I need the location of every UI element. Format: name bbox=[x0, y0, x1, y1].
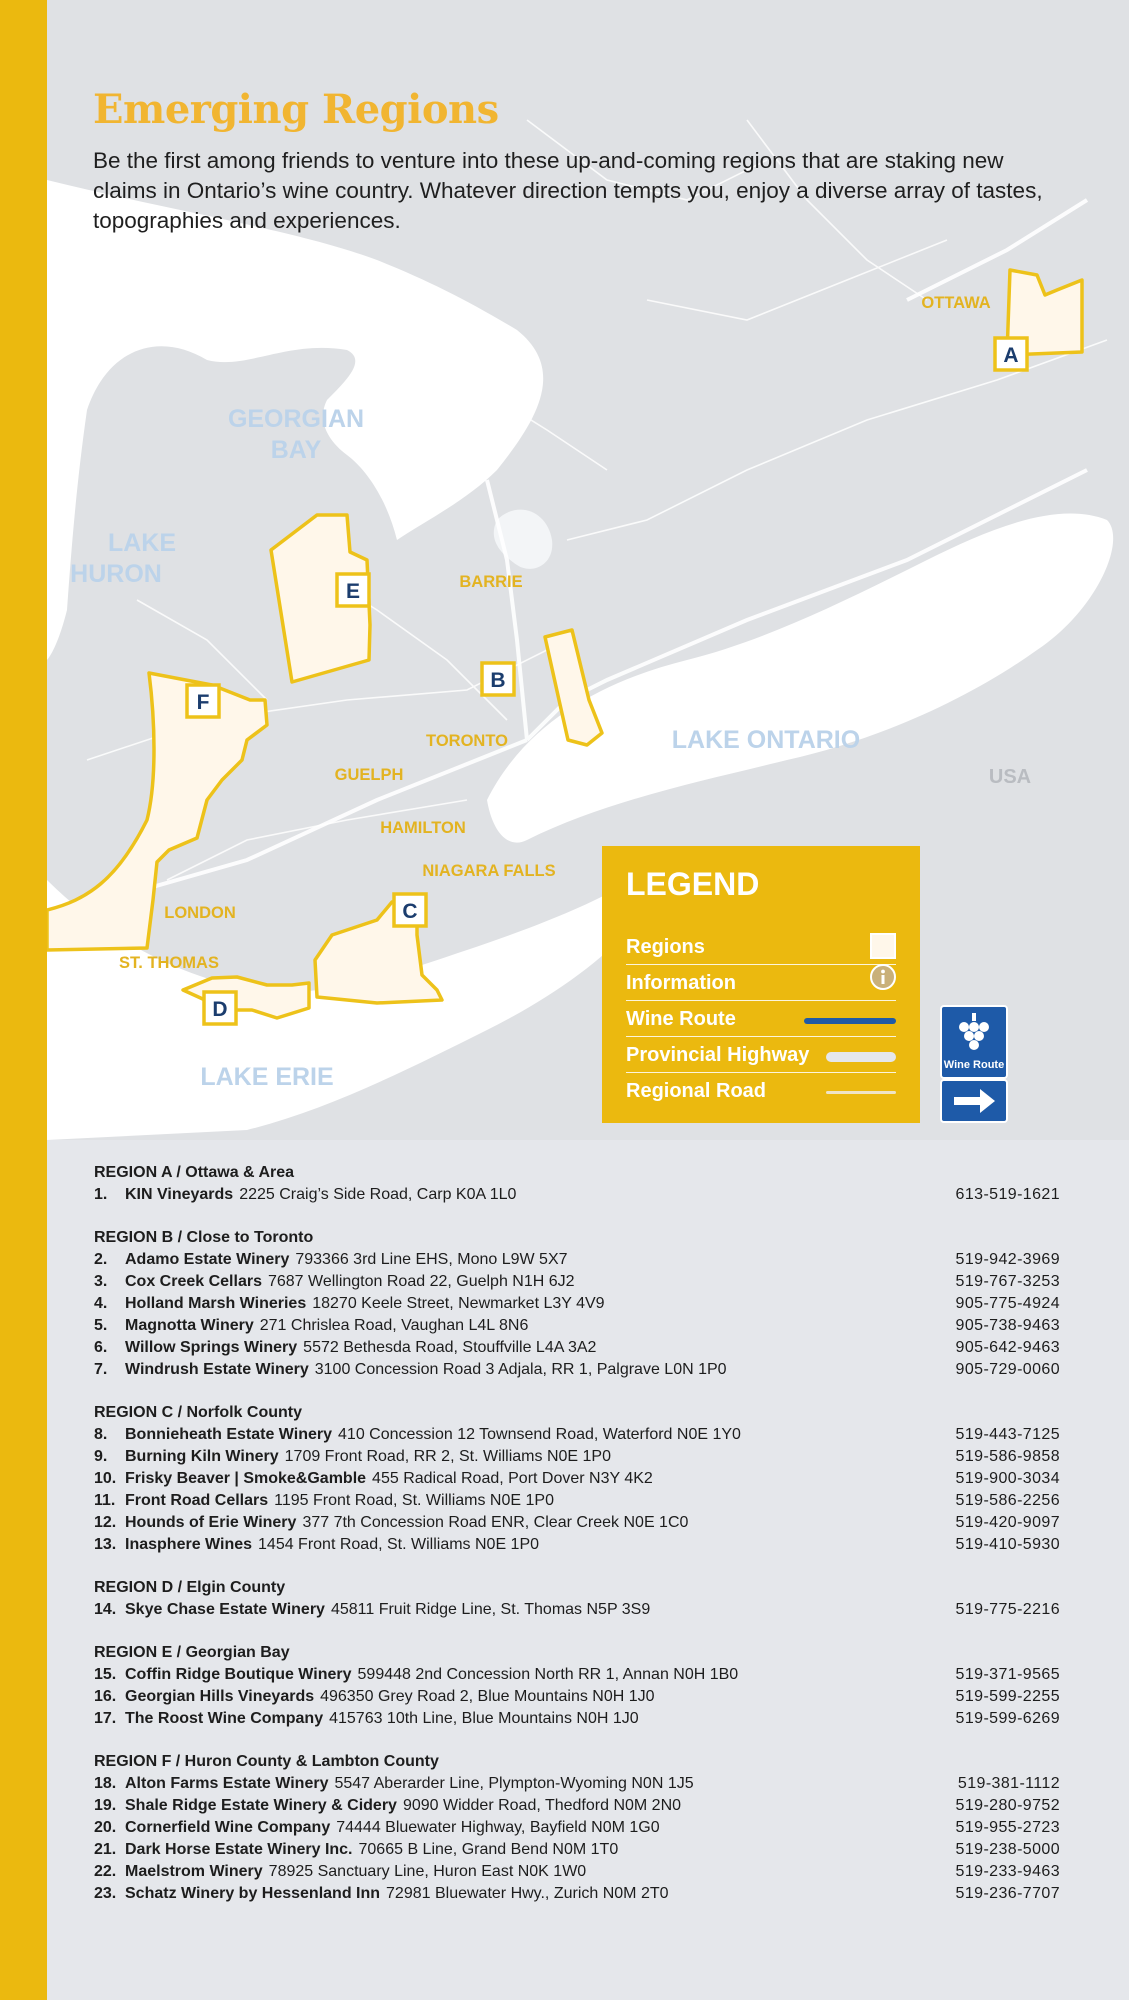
winery-name: Holland Marsh Wineries bbox=[125, 1295, 307, 1312]
winery-name: Alton Farms Estate Winery bbox=[125, 1775, 329, 1792]
winery-name: Skye Chase Estate Winery bbox=[125, 1601, 325, 1618]
legend-label-regions: Regions bbox=[626, 936, 705, 958]
lake-huron-label: LAKE bbox=[107, 529, 177, 557]
winery-phone[interactable]: 519-586-2256 bbox=[955, 1492, 1060, 1509]
winery-phone[interactable]: 519-280-9752 bbox=[955, 1797, 1060, 1814]
region-marker-a-label: A bbox=[1003, 344, 1019, 367]
winery-address: 793366 3rd Line EHS, Mono L9W 5X7 bbox=[295, 1251, 568, 1268]
winery-name: Front Road Cellars bbox=[125, 1492, 269, 1509]
region-block bbox=[94, 1577, 1060, 1621]
winery-row bbox=[94, 1249, 1060, 1271]
winery-listing bbox=[94, 1162, 1060, 1926]
winery-name: Frisky Beaver | Smoke&Gamble bbox=[125, 1470, 367, 1487]
winery-address: 9090 Widder Road, Thedford N0M 2N0 bbox=[402, 1797, 682, 1814]
winery-row bbox=[94, 1293, 1060, 1315]
winery-row bbox=[94, 1468, 1060, 1490]
winery-address: 2225 Craig’s Side Road, Carp K0A 1L0 bbox=[239, 1186, 517, 1203]
winery-row bbox=[94, 1271, 1060, 1293]
winery-row bbox=[94, 1184, 1060, 1206]
accent-sidebar bbox=[0, 0, 47, 2000]
legend-row-wine-route bbox=[626, 1000, 896, 1037]
winery-number: 1. bbox=[94, 1186, 108, 1203]
winery-number: 10. bbox=[94, 1470, 117, 1487]
legend-row-regions bbox=[626, 928, 896, 965]
winery-phone[interactable]: 905-738-9463 bbox=[955, 1317, 1060, 1334]
city-ottawa: OTTAWA bbox=[921, 294, 991, 312]
winery-row bbox=[94, 1795, 1060, 1817]
georgian-bay-label-2: BAY bbox=[270, 436, 322, 464]
winery-number: 5. bbox=[94, 1317, 108, 1334]
intro-paragraph: Be the first among friends to venture into these up-and-coming regions that are staking new claims in Ontario’s wine country. Whatever direction tempts you, enjoy a diverse array of tastes, topographies and experiences. bbox=[93, 148, 1043, 233]
winery-name: Bonnieheath Estate Winery bbox=[125, 1426, 333, 1443]
region-marker-a[interactable] bbox=[995, 338, 1027, 370]
winery-row bbox=[94, 1686, 1060, 1708]
winery-address: 1195 Front Road, St. Williams N0E 1P0 bbox=[274, 1492, 554, 1509]
region-block bbox=[94, 1402, 1060, 1556]
wine-route-line-icon bbox=[804, 1018, 896, 1024]
winery-row bbox=[94, 1708, 1060, 1730]
winery-phone[interactable]: 519-233-9463 bbox=[955, 1863, 1060, 1880]
city-guelph: GUELPH bbox=[334, 766, 404, 784]
winery-row bbox=[94, 1599, 1060, 1621]
legend-row-provincial-highway bbox=[626, 1036, 896, 1073]
city-niagara-falls: NIAGARA FALLS bbox=[422, 862, 556, 880]
winery-address: 5547 Aberarder Line, Plympton-Wyoming N0N 1J5 bbox=[334, 1775, 694, 1792]
winery-address: 496350 Grey Road 2, Blue Mountains N0H 1J0 bbox=[320, 1688, 655, 1705]
winery-number: 21. bbox=[94, 1841, 117, 1858]
winery-address: 18270 Keele Street, Newmarket L3Y 4V9 bbox=[312, 1295, 605, 1312]
highway-line-icon bbox=[826, 1052, 896, 1062]
page-title: Emerging Regions bbox=[93, 86, 499, 133]
city-london: LONDON bbox=[164, 904, 236, 922]
winery-address: 455 Radical Road, Port Dover N3Y 4K2 bbox=[372, 1470, 653, 1487]
winery-name: Georgian Hills Vineyards bbox=[125, 1688, 315, 1705]
winery-phone[interactable]: 519-599-2255 bbox=[955, 1688, 1060, 1705]
winery-phone[interactable]: 905-642-9463 bbox=[955, 1339, 1060, 1356]
region-title: REGION A / Ottawa & Area bbox=[94, 1164, 295, 1181]
region-block bbox=[94, 1751, 1060, 1905]
regional-road-line-icon bbox=[826, 1091, 896, 1094]
region-marker-f[interactable] bbox=[187, 685, 219, 717]
winery-number: 7. bbox=[94, 1361, 108, 1378]
city-st-thomas: ST. THOMAS bbox=[119, 954, 219, 972]
winery-row bbox=[94, 1359, 1060, 1381]
winery-phone[interactable]: 519-775-2216 bbox=[955, 1601, 1060, 1618]
region-block bbox=[94, 1642, 1060, 1730]
winery-row bbox=[94, 1883, 1060, 1905]
region-block bbox=[94, 1227, 1060, 1381]
winery-address: 5572 Bethesda Road, Stouffville L4A 3A2 bbox=[303, 1339, 597, 1356]
winery-address: 74444 Bluewater Highway, Bayfield N0M 1G0 bbox=[336, 1819, 660, 1836]
lake-ontario-label: LAKE ONTARIO bbox=[671, 726, 861, 754]
winery-name: Maelstrom Winery bbox=[125, 1863, 263, 1880]
winery-phone[interactable]: 519-900-3034 bbox=[955, 1470, 1060, 1487]
winery-row bbox=[94, 1424, 1060, 1446]
winery-number: 19. bbox=[94, 1797, 117, 1814]
winery-phone[interactable]: 519-942-3969 bbox=[955, 1251, 1060, 1268]
winery-phone[interactable]: 519-371-9565 bbox=[955, 1666, 1060, 1683]
region-swatch-icon bbox=[870, 933, 896, 959]
legend-label-information: Information bbox=[626, 972, 736, 994]
winery-number: 6. bbox=[94, 1339, 108, 1356]
lake-huron-label-2: HURON bbox=[70, 560, 162, 588]
region-title: REGION E / Georgian Bay bbox=[94, 1644, 290, 1661]
lake-erie-label: LAKE ERIE bbox=[200, 1063, 334, 1091]
winery-row bbox=[94, 1337, 1060, 1359]
winery-number: 15. bbox=[94, 1666, 117, 1683]
winery-phone[interactable]: 905-729-0060 bbox=[955, 1361, 1060, 1378]
winery-name: Cox Creek Cellars bbox=[125, 1273, 262, 1290]
region-marker-c[interactable] bbox=[394, 894, 426, 926]
region-block bbox=[94, 1162, 1060, 1206]
winery-row bbox=[94, 1773, 1060, 1795]
winery-number: 22. bbox=[94, 1863, 117, 1880]
winery-phone[interactable]: 519-599-6269 bbox=[955, 1710, 1060, 1727]
winery-number: 23. bbox=[94, 1885, 117, 1902]
winery-name: Willow Springs Winery bbox=[125, 1339, 298, 1356]
winery-row bbox=[94, 1534, 1060, 1556]
winery-number: 4. bbox=[94, 1295, 108, 1312]
region-marker-d-label: D bbox=[212, 998, 228, 1021]
winery-address: 70665 B Line, Grand Bend N0M 1T0 bbox=[358, 1841, 619, 1858]
winery-number: 16. bbox=[94, 1688, 117, 1705]
winery-number: 3. bbox=[94, 1273, 108, 1290]
winery-name: KIN Vineyards bbox=[125, 1186, 234, 1203]
region-marker-c-label: C bbox=[402, 900, 418, 923]
winery-name: Burning Kiln Winery bbox=[125, 1448, 279, 1465]
winery-number: 8. bbox=[94, 1426, 108, 1443]
region-marker-e-label: E bbox=[345, 580, 361, 603]
winery-address: 410 Concession 12 Townsend Road, Waterford N0E 1Y0 bbox=[338, 1426, 741, 1443]
winery-name: Magnotta Winery bbox=[125, 1317, 254, 1334]
city-barrie: BARRIE bbox=[459, 573, 523, 591]
winery-name: Cornerfield Wine Company bbox=[125, 1819, 331, 1836]
winery-phone[interactable]: 519-586-9858 bbox=[955, 1448, 1060, 1465]
legend-label-regional-road: Regional Road bbox=[626, 1080, 767, 1102]
winery-address: 271 Chrislea Road, Vaughan L4L 8N6 bbox=[259, 1317, 529, 1334]
winery-number: 20. bbox=[94, 1819, 117, 1836]
winery-number: 2. bbox=[94, 1251, 108, 1268]
map-legend bbox=[602, 846, 920, 1123]
winery-number: 17. bbox=[94, 1710, 117, 1727]
city-toronto: TORONTO bbox=[426, 732, 508, 750]
winery-address: 7687 Wellington Road 22, Guelph N1H 6J2 bbox=[267, 1273, 575, 1290]
winery-name: Windrush Estate Winery bbox=[125, 1361, 309, 1378]
region-marker-e[interactable] bbox=[337, 574, 369, 606]
winery-name: Schatz Winery by Hessenland Inn bbox=[125, 1885, 381, 1902]
winery-name: Adamo Estate Winery bbox=[125, 1251, 290, 1268]
winery-phone[interactable]: 519-381-1112 bbox=[957, 1775, 1060, 1792]
winery-address: 45811 Fruit Ridge Line, St. Thomas N5P 3S9 bbox=[330, 1601, 651, 1618]
winery-number: 11. bbox=[94, 1492, 116, 1509]
winery-phone[interactable]: 519-238-5000 bbox=[955, 1841, 1060, 1858]
usa-label: USA bbox=[988, 766, 1032, 788]
legend-label-wine-route: Wine Route bbox=[626, 1008, 736, 1030]
winery-row bbox=[94, 1512, 1060, 1534]
region-marker-b-label: B bbox=[490, 669, 506, 692]
winery-phone[interactable]: 519-443-7125 bbox=[955, 1426, 1060, 1443]
winery-number: 12. bbox=[94, 1514, 117, 1531]
winery-row bbox=[94, 1490, 1060, 1512]
region-title: REGION B / Close to Toronto bbox=[94, 1229, 314, 1246]
winery-phone[interactable]: 613-519-1621 bbox=[955, 1186, 1060, 1203]
winery-number: 13. bbox=[94, 1536, 117, 1553]
winery-name: Coffin Ridge Boutique Winery bbox=[125, 1666, 352, 1683]
winery-phone[interactable]: 519-955-2723 bbox=[955, 1819, 1060, 1836]
winery-address: 78925 Sanctuary Line, Huron East N0K 1W0 bbox=[268, 1863, 587, 1880]
winery-name: Inasphere Wines bbox=[125, 1536, 253, 1553]
wine-route-sign-label: Wine Route bbox=[943, 1059, 1005, 1071]
legend-row-information bbox=[626, 964, 896, 1001]
region-marker-b[interactable] bbox=[482, 663, 514, 695]
winery-address: 599448 2nd Concession North RR 1, Annan N0H 1B0 bbox=[357, 1666, 739, 1683]
winery-row bbox=[94, 1861, 1060, 1883]
winery-name: The Roost Wine Company bbox=[125, 1710, 324, 1727]
winery-row bbox=[94, 1315, 1060, 1337]
info-icon bbox=[870, 964, 896, 995]
region-title: REGION C / Norfolk County bbox=[94, 1404, 302, 1421]
winery-row bbox=[94, 1817, 1060, 1839]
legend-title: LEGEND bbox=[626, 866, 760, 902]
winery-row bbox=[94, 1446, 1060, 1468]
city-hamilton: HAMILTON bbox=[380, 819, 466, 837]
winery-phone[interactable]: 519-236-7707 bbox=[955, 1885, 1060, 1902]
winery-number: 18. bbox=[94, 1775, 117, 1792]
winery-phone[interactable]: 519-767-3253 bbox=[955, 1273, 1060, 1290]
region-title: REGION F / Huron County & Lambton County bbox=[94, 1753, 439, 1770]
winery-name: Hounds of Erie Winery bbox=[125, 1514, 297, 1531]
winery-address: 1709 Front Road, RR 2, St. Williams N0E 1P0 bbox=[284, 1448, 611, 1465]
winery-address: 1454 Front Road, St. Williams N0E 1P0 bbox=[258, 1536, 540, 1553]
winery-address: 72981 Bluewater Hwy., Zurich N0M 2T0 bbox=[386, 1885, 669, 1902]
legend-row-regional-road bbox=[626, 1072, 896, 1108]
winery-name: Shale Ridge Estate Winery & Cidery bbox=[125, 1797, 397, 1814]
wine-route-sign bbox=[940, 1005, 1008, 1123]
winery-address: 415763 10th Line, Blue Mountains N0H 1J0 bbox=[329, 1710, 639, 1727]
winery-phone[interactable]: 905-775-4924 bbox=[955, 1295, 1060, 1312]
winery-row bbox=[94, 1664, 1060, 1686]
winery-row bbox=[94, 1839, 1060, 1861]
region-title: REGION D / Elgin County bbox=[94, 1579, 286, 1596]
winery-number: 9. bbox=[94, 1448, 108, 1465]
winery-phone[interactable]: 519-410-5930 bbox=[955, 1536, 1060, 1553]
legend-label-provincial-highway: Provincial Highway bbox=[626, 1044, 810, 1066]
region-marker-d[interactable] bbox=[204, 992, 236, 1024]
winery-phone[interactable]: 519-420-9097 bbox=[955, 1514, 1060, 1531]
region-marker-f-label: F bbox=[196, 691, 210, 714]
winery-address: 3100 Concession Road 3 Adjala, RR 1, Palgrave L0N 1P0 bbox=[314, 1361, 727, 1378]
winery-address: 377 7th Concession Road ENR, Clear Creek N0E 1C0 bbox=[302, 1514, 689, 1531]
winery-number: 14. bbox=[94, 1601, 117, 1618]
georgian-bay-label: GEORGIAN bbox=[227, 405, 365, 433]
winery-name: Dark Horse Estate Winery Inc. bbox=[125, 1841, 353, 1858]
